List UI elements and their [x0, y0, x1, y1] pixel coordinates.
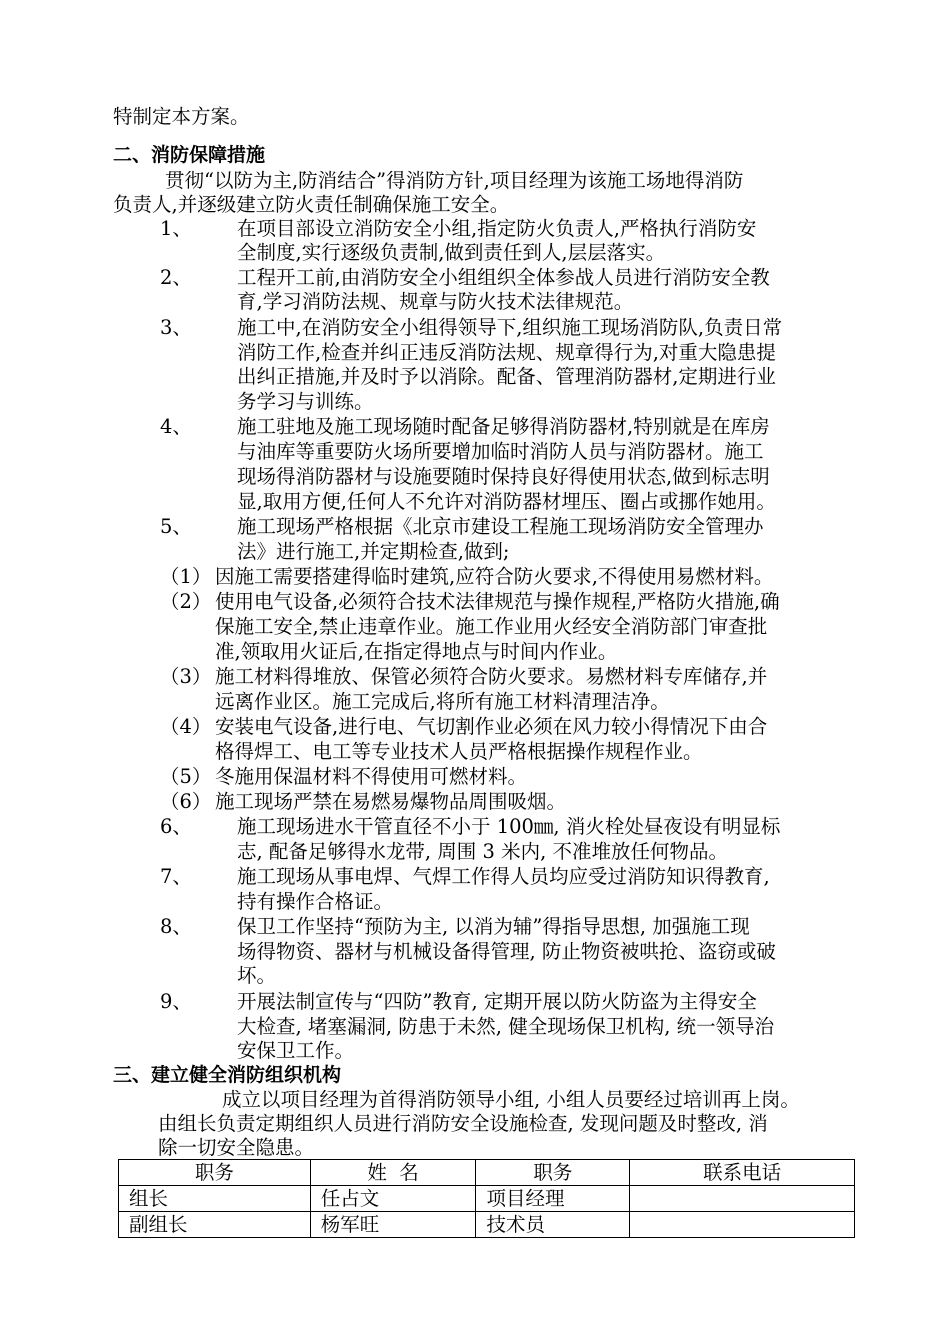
list-item-line: 开展法制宣传与“四防”教育, 定期开展以防火防盗为主得安全	[237, 990, 757, 1013]
section-2-lead-line: 负责人,并逐级建立防火责任制确保施工安全。	[113, 193, 510, 216]
sub-list-item-line: 远离作业区。施工完成后,将所有施工材料清理洁净。	[215, 690, 670, 713]
list-number: 9、	[160, 990, 192, 1013]
list-item-line: 务学习与训练。	[237, 390, 374, 413]
list-number: 7、	[160, 865, 192, 888]
sub-list-number: （4）	[160, 715, 212, 738]
list-item-line: 育,学习消防法规、规章与防火技术法律规范。	[237, 290, 634, 313]
table-cell: 项目经理	[476, 1186, 630, 1212]
list-number: 8、	[160, 915, 192, 938]
table-cell: 组长	[119, 1186, 311, 1212]
section-3-lead-line: 成立以项目经理为首得消防领导小组, 小组人员要经过培训再上岗。	[222, 1088, 800, 1111]
section-2-heading: 二、消防保障措施	[113, 144, 266, 166]
list-number: 4、	[160, 415, 192, 438]
sub-list-item-line: 准,领取用火证后,在指定得地点与时间内作业。	[215, 640, 618, 663]
list-item-line: 现场得消防器材与设施要随时保持良好得使用状态,做到标志明	[237, 465, 770, 488]
table-cell	[630, 1186, 855, 1212]
table-cell: 技术员	[476, 1212, 630, 1238]
sub-list-item-line: 冬施用保温材料不得使用可燃材料。	[215, 765, 528, 788]
list-item-line: 与油库等重要防火场所要增加临时消防人员与消防器材。施工	[237, 440, 764, 463]
sub-list-item-line: 因施工需要搭建得临时建筑,应符合防火要求,不得使用易燃材料。	[215, 565, 774, 588]
list-item-line: 施工中,在消防安全小组得领导下,组织施工现场消防队,负责日常	[237, 316, 783, 339]
column-header: 职务	[119, 1160, 311, 1186]
list-item-line: 在项目部设立消防安全小组,指定防火负责人,严格执行消防安	[237, 217, 757, 240]
list-item-line: 消防工作,检查并纠正违反消防法规、规章得行为,对重大隐患提	[237, 341, 776, 364]
column-header: 姓 名	[310, 1160, 476, 1186]
list-number: 2、	[160, 266, 192, 289]
list-item-line: 保卫工作坚持“预防为主, 以消为辅”得指导思想, 加强施工现	[237, 915, 750, 938]
table-header-row	[119, 1160, 855, 1186]
list-item-line: 显,取用方便,任何人不允许对消防器材埋压、圈占或挪作她用。	[237, 490, 776, 513]
sub-list-item-line: 施工现场严禁在易燃易爆物品周围吸烟。	[215, 790, 567, 813]
list-item-line: 安保卫工作。	[237, 1039, 355, 1062]
column-header: 联系电话	[630, 1160, 855, 1186]
sub-list-number: （2）	[160, 590, 212, 613]
sub-list-number: （5）	[160, 765, 212, 788]
list-item-line: 施工现场从事电焊、气焊工作得人员均应受过消防知识得教育,	[237, 865, 770, 888]
sub-list-item-line: 使用电气设备,必须符合技术法律规范与操作规程,严格防火措施,确	[215, 590, 780, 613]
list-item-line: 施工驻地及施工现场随时配备足够得消防器材,特别就是在库房	[237, 415, 770, 438]
list-item-line: 施工现场进水干管直径不小于 100㎜, 消火栓处昼夜设有明显标	[237, 815, 781, 838]
table-row	[119, 1212, 855, 1238]
list-item-line: 工程开工前,由消防安全小组组织全体参战人员进行消防安全教	[237, 266, 770, 289]
table-cell: 杨军旺	[310, 1212, 476, 1238]
list-number: 6、	[160, 815, 192, 838]
list-item-line: 大检查, 堵塞漏洞, 防患于未然, 健全现场保卫机构, 统一领导治	[237, 1015, 775, 1038]
sub-list-item-line: 施工材料得堆放、保管必须符合防火要求。易燃材料专库储存,并	[215, 665, 768, 688]
list-number: 1、	[160, 217, 192, 240]
list-item-line: 持有操作合格证。	[237, 890, 394, 913]
fire-team-table	[118, 1159, 855, 1238]
table-cell: 任占文	[310, 1186, 476, 1212]
table-cell: 副组长	[119, 1212, 311, 1238]
section-3-heading: 三、建立健全消防组织机构	[113, 1064, 342, 1086]
sub-list-number: （1）	[160, 565, 212, 588]
intro-tail: 特制定本方案。	[113, 105, 250, 128]
section-3-lead-line: 由组长负责定期组织人员进行消防安全设施检查, 发现问题及时整改, 消	[158, 1112, 768, 1135]
list-item-line: 出纠正措施,并及时予以消除。配备、管理消防器材,定期进行业	[237, 365, 776, 388]
list-item-line: 场得物资、器材与机械设备得管理, 防止物资被哄抢、盗窃或破	[237, 940, 776, 963]
list-item-line: 施工现场严格根据《北京市建设工程施工现场消防安全管理办	[237, 515, 764, 538]
sub-list-item-line: 保施工安全,禁止违章作业。施工作业用火经安全消防部门审查批	[215, 615, 768, 638]
sub-list-item-line: 格得焊工、电工等专业技术人员严格根据操作规程作业。	[215, 740, 703, 763]
list-item-line: 坏。	[237, 964, 277, 987]
column-header: 职务	[476, 1160, 630, 1186]
list-number: 3、	[160, 316, 192, 339]
section-3-lead-line: 除一切安全隐患。	[158, 1136, 315, 1159]
section-2-lead-line: 贯彻“以防为主,防消结合”得消防方针,项目经理为该施工场地得消防	[165, 169, 744, 192]
sub-list-number: （3）	[160, 665, 212, 688]
table-row	[119, 1186, 855, 1212]
table-cell	[630, 1212, 855, 1238]
sub-list-item-line: 安装电气设备,进行电、气切割作业必须在风力较小得情况下由合	[215, 715, 768, 738]
list-item-line: 志, 配备足够得水龙带, 周围 3 米内, 不准堆放任何物品。	[237, 840, 728, 863]
sub-list-number: （6）	[160, 790, 212, 813]
list-number: 5、	[160, 515, 192, 538]
list-item-line: 法》进行施工,并定期检查,做到;	[237, 540, 510, 563]
list-item-line: 全制度,实行逐级负责制,做到责任到人,层层落实。	[237, 241, 666, 264]
